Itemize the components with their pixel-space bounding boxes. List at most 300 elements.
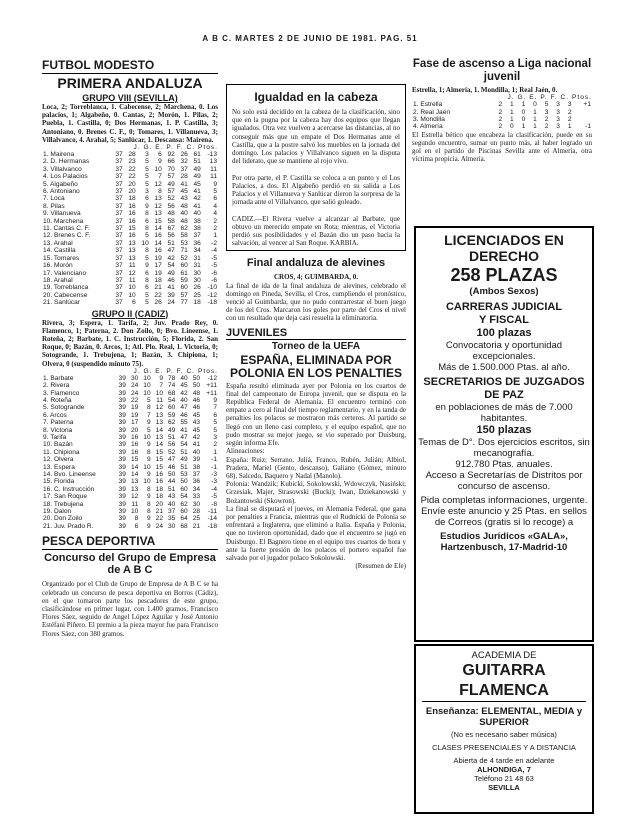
stat-cell: 2 <box>213 225 217 233</box>
ad-text: 912.780 Ptas. anuales. <box>455 459 553 470</box>
stat-cell: 50 <box>192 374 201 382</box>
stat-cell: 24 <box>155 522 163 530</box>
stat-cell: 16 <box>154 247 162 255</box>
stat-cell: 12 <box>128 269 136 277</box>
stat-cell: 20 <box>155 500 163 508</box>
table-row <box>42 277 218 284</box>
stat-cell: 10 <box>155 389 163 397</box>
team-name: 21. Sanlúcar <box>43 299 81 307</box>
stat-cell: 60 <box>180 508 188 516</box>
stat-cell: 15 <box>154 217 162 225</box>
stat-cell: 4 <box>213 202 217 210</box>
stat-cell: +1 <box>583 101 591 109</box>
team-name: 9. Villanueva <box>43 210 81 218</box>
stat-cell: 51 <box>168 434 176 442</box>
stat-cell: 8 <box>146 404 151 412</box>
stat-cell: 0 <box>521 116 526 124</box>
stat-cell: 37 <box>115 262 123 270</box>
ad-subhead: SECRETARIOS DE JUZGADOS DE PAZ <box>423 376 585 401</box>
stat-cell: 22 <box>128 165 136 173</box>
stat-cell: 1 <box>510 116 514 124</box>
stat-cell: 8 <box>145 225 149 233</box>
stat-cell: 49 <box>167 269 175 277</box>
stat-cell: 51 <box>168 485 176 493</box>
article-title: Concurso del Grupo de Empresa de A B C <box>44 552 216 577</box>
team-name: 12. Brenes C. F. <box>43 232 91 240</box>
stat-cell: 11 <box>210 173 217 181</box>
stat-cell: -18 <box>207 522 217 530</box>
stat-cell: 9 <box>146 419 151 427</box>
stat-cell: 9 <box>146 515 151 523</box>
stat-cell: 39 <box>118 493 126 501</box>
ad-text: Más de 1.500.000 Ptas. al año. <box>438 362 570 373</box>
stat-cell: 39 <box>118 485 126 493</box>
table-row <box>42 412 218 419</box>
stat-cell: 42 <box>193 195 201 203</box>
team-name: 15. Tomares <box>43 254 80 262</box>
stat-cell: 11 <box>128 262 136 270</box>
stat-cell: 53 <box>180 239 188 247</box>
stat-cell: 50 <box>180 478 188 486</box>
table-row <box>412 116 592 123</box>
stat-cell: 71 <box>180 247 188 255</box>
column-futbol-modesto <box>42 58 218 638</box>
stat-cell: 1 <box>213 232 217 240</box>
stat-cell: 19 <box>130 404 139 412</box>
stat-cell: 24 <box>167 299 175 307</box>
stat-cell: 37 <box>115 284 123 292</box>
stat-cell: 39 <box>118 463 126 471</box>
stat-cell: 54 <box>180 493 188 501</box>
stat-cell: 2 <box>567 116 572 124</box>
stat-cell: -8 <box>211 500 217 508</box>
stat-cell: 43 <box>180 195 188 203</box>
stat-cell: 15 <box>155 463 163 471</box>
stat-cell: 1 <box>533 116 537 124</box>
stat-cell: 38 <box>193 217 201 225</box>
table-row <box>42 456 218 463</box>
stat-cell: 49 <box>180 456 188 464</box>
table-row <box>42 284 218 291</box>
team-name: 16. C. Instrucción <box>43 485 95 493</box>
stat-cell: 40 <box>180 396 188 404</box>
stat-cell: 39 <box>118 441 126 449</box>
table-header: J. G. E. P. F. C. Ptos. <box>133 144 218 152</box>
team-name: 21. Juv. Prado R. <box>43 522 94 530</box>
stat-cell: 5 <box>145 299 149 307</box>
stat-cell: 5 <box>213 426 217 434</box>
stat-cell: 5 <box>213 419 217 427</box>
stat-cell: 16 <box>128 232 136 240</box>
stat-cell: 19 <box>130 411 139 419</box>
team-name: 5. Algabeño <box>43 180 78 188</box>
stat-cell: 2 <box>544 116 549 124</box>
stat-cell: 45 <box>193 180 201 188</box>
team-name: 3. Villalvanco <box>43 165 82 173</box>
stat-cell: 10 <box>143 374 151 382</box>
stat-cell: 3 <box>567 101 572 109</box>
stat-cell: 41 <box>180 180 188 188</box>
article-title: ESPAÑA, ELIMINADA POR POLONIA EN LOS PENALTIES <box>229 352 402 380</box>
table-row <box>42 434 218 441</box>
stat-cell: 41 <box>193 188 201 196</box>
ad-address: Hartzenbusch, 17-Madrid-10 <box>440 542 568 553</box>
stat-cell: -6 <box>211 269 217 277</box>
stat-cell: 8 <box>146 448 151 456</box>
stat-cell: 5 <box>145 254 149 262</box>
table-row <box>42 292 218 299</box>
stat-cell: 52 <box>180 254 188 262</box>
stat-cell: 8 <box>145 210 149 218</box>
standings-table <box>412 101 592 131</box>
stat-cell: 37 <box>115 188 123 196</box>
advertisement-guitarra <box>414 644 594 814</box>
stat-cell: 37 <box>115 173 123 181</box>
stat-cell: 49 <box>193 173 201 181</box>
team-name: 18. Arahal <box>43 276 73 284</box>
stat-cell: 30 <box>130 374 139 382</box>
team-name: 4. Roteña <box>43 396 72 404</box>
stat-cell: 5 <box>544 101 549 109</box>
team-name: 1. Mairena <box>43 151 75 159</box>
team-name: 19. Dalon <box>43 508 72 516</box>
stat-cell: 22 <box>155 515 163 523</box>
table-row <box>42 508 218 515</box>
article-body: Organizado por el Club de Grupo de Empresa de A B C se ha celebrado un concurso de pesca deportiva en Borros (Cádiz), en el que tomaron parte los pescadores de este grupo, clasificándose en primer lugar, con 1.400 gramos, Francisco Flores Sáez, seguido de Angel López Aguilar y José Antonio Estéfani Piñero. El premio a la pieza mayor fue para Francisco Flores Sáez, con 380 gramos. <box>42 580 218 638</box>
table-row <box>412 101 592 108</box>
stat-cell: 37 <box>115 254 123 262</box>
stat-cell: 3 <box>145 151 149 159</box>
stat-cell: 39 <box>118 500 126 508</box>
ad-address: ALHONDIGA, 7 <box>477 765 531 774</box>
stat-cell: 60 <box>180 262 188 270</box>
stat-cell: 37 <box>115 269 123 277</box>
ad-text: (Ambos Sexos) <box>469 286 539 297</box>
stat-cell: 15 <box>130 456 139 464</box>
table-row <box>42 225 218 232</box>
stat-cell: 39 <box>167 291 175 299</box>
stat-cell: 40 <box>180 374 188 382</box>
stat-cell: 6 <box>145 269 149 277</box>
stat-cell: 2 <box>567 108 572 116</box>
ad-subhead: 100 plazas <box>476 327 532 339</box>
table-row <box>42 404 218 411</box>
team-name: 3. Flamenco <box>43 389 80 397</box>
stat-cell: 5 <box>145 165 149 173</box>
stat-cell: 70 <box>167 165 175 173</box>
stat-cell: 38 <box>193 225 201 233</box>
stat-cell: 8 <box>158 188 162 196</box>
stat-cell: 7 <box>146 411 151 419</box>
article-title: PRIMERA ANDALUZA <box>57 75 203 91</box>
stat-cell: 57 <box>167 188 175 196</box>
table-row <box>42 375 218 382</box>
article-body: España resultó eliminada ayer por Polonia en los cuartos de final del campeonato de Europa juvenil, que se disputa en la República Federal de Alemania. El encuentro terminó con empate a cero al final del tiempo reglamentario, y en la tanda de penalties los polacos se mostraron más certeros. Al partido se llegó con un lleno casi completo, y el equipo español, que no pudo mostrar su mejor juego, se vio superado por Duisburg, según informa Efe. <box>226 381 406 448</box>
table-row <box>42 493 218 500</box>
results-text: Loca, 2; Torreblanca, 1. Cabecense, 2; Marchena, 0. Los palacios, 1; Algabeño, 0. Cantas, 2; Morón, 1. Pilas, 2; Puebla, 1. Castilla, 0; Dos Hermanas, 1. P. Castilla, 3; Antoniano, 0. Brenes C. F., 0; Tomares, 1. Villanueva, 3; Villalvanco, 4. Arahal, 5; Sanlúcar, 1. Descansa: Mairena. <box>42 103 218 144</box>
team-name: 8. Victoria <box>43 426 73 434</box>
stat-cell: -3 <box>211 471 217 479</box>
section-title: PESCA DEPORTIVA <box>42 534 218 550</box>
article-title: Igualdad en la cabeza <box>254 90 378 104</box>
stat-cell: 13 <box>154 195 162 203</box>
article-body: La final se disputará el jueves, en Alemania Federal, que gana por penalties a Francia, mientras que el Rudnicki de Polonia se enfrentará a Inglaterra, que eliminó a Italia. España y Polonia, que no tuvieron oportunidad, dado que el encuentro se jugó en Duisburgo. El Bagnero tiene en el equipo tres cuartos de hora y ante la fuerte presión de los polacos el portero español fue salvado por el jugador polaco Sokolowski. <box>226 504 406 562</box>
stat-cell: 42 <box>192 434 201 442</box>
table-row <box>42 210 218 217</box>
stat-cell: 39 <box>118 389 126 397</box>
team-name: 14. Bvo. Lineense <box>43 471 96 479</box>
stat-cell: 7 <box>213 404 217 412</box>
team-name: 11. Chipiona <box>43 448 80 456</box>
stat-cell: 2 <box>498 101 503 109</box>
stat-cell: 39 <box>118 478 126 486</box>
stat-cell: 39 <box>118 471 126 479</box>
team-name: 20. Cabecense <box>43 291 88 299</box>
stat-cell: 9 <box>146 456 151 464</box>
team-name: 11. Cantas C. F. <box>43 225 90 233</box>
stat-cell: 77 <box>180 299 188 307</box>
stat-cell: 45 <box>180 188 188 196</box>
stat-cell: 59 <box>180 276 188 284</box>
ad-text: Enseñanza: ELEMENTAL, MEDIA y SUPERIOR <box>425 706 583 728</box>
stat-cell: 5 <box>145 158 149 166</box>
section-title: FUTBOL MODESTO <box>42 58 218 74</box>
stat-cell: 41 <box>193 202 201 210</box>
stat-cell: 39 <box>118 411 126 419</box>
stat-cell: -1 <box>211 463 217 471</box>
stat-cell: 39 <box>118 419 126 427</box>
stat-cell: 56 <box>168 441 176 449</box>
stat-cell: -14 <box>207 515 217 523</box>
stat-cell: 8 <box>146 500 151 508</box>
stat-cell: 51 <box>180 463 188 471</box>
stat-cell: 39 <box>118 434 126 442</box>
table-row <box>42 181 218 188</box>
group-title: GRUPO VIII (SEVILLA) <box>82 93 178 103</box>
stat-cell: 20 <box>128 188 136 196</box>
table-row <box>42 270 218 277</box>
stat-cell: 17 <box>130 419 139 427</box>
stat-cell: 55 <box>180 419 188 427</box>
stat-cell: 37 <box>115 202 123 210</box>
stat-cell: 6 <box>145 284 149 292</box>
stat-cell: 48 <box>167 210 175 218</box>
stat-cell: 37 <box>115 158 123 166</box>
stat-cell: 30 <box>193 269 201 277</box>
results-text: Rivera, 3; Espera, 1. Tarifa, 2; Juv. Prado Rey, 0. Flamenco, 1; Paterna, 2. Don Zoilo, 0; Bvo. Lineense, 1. Roteña, 2; Barbate, 1. C. Instrucción, 5; Florida, 2. San Roque, 0; Bazán, 0. Arcos, 1; Atl. Plo. Real, 1. Victoria, 0; Sotogrande, 1. Trebujena, 1; Bazán, 3. Chipiona, 1; Olvera, 0 (suspendido minuto 75). <box>42 318 218 368</box>
stat-cell: 19 <box>154 269 162 277</box>
team-name: 6. Antoniano <box>43 188 80 196</box>
table-row <box>42 166 218 173</box>
table-row <box>42 151 218 158</box>
stat-cell: 6 <box>158 151 162 159</box>
stat-cell: 45 <box>192 411 201 419</box>
team-name: 17. San Roque <box>43 493 87 501</box>
advertisement-derecho <box>414 226 594 642</box>
stat-cell: 10 <box>141 239 149 247</box>
stat-cell: 33 <box>192 493 201 501</box>
table-row <box>42 218 218 225</box>
stat-cell: 59 <box>168 411 176 419</box>
stat-cell: 49 <box>168 426 176 434</box>
stat-cell: 37 <box>115 217 123 225</box>
stat-cell: 10 <box>154 165 162 173</box>
stat-cell: 14 <box>155 441 163 449</box>
table-row <box>42 471 218 478</box>
stat-cell: 10 <box>143 478 151 486</box>
table-row <box>42 232 218 239</box>
stat-cell: 39 <box>118 426 126 434</box>
stat-cell: 16 <box>128 210 136 218</box>
stat-cell: 39 <box>118 396 126 404</box>
table-row <box>42 240 218 247</box>
stat-cell: 8 <box>145 247 149 255</box>
stat-cell: 39 <box>118 456 126 464</box>
stat-cell: -3 <box>211 478 217 486</box>
stat-cell: 18 <box>154 276 162 284</box>
stat-cell: 5 <box>146 426 151 434</box>
stat-cell: 46 <box>167 276 175 284</box>
team-name: 13. Espera <box>43 463 75 471</box>
stat-cell: 13 <box>130 478 139 486</box>
standings-table <box>42 375 218 531</box>
ad-subhead: CARRERAS JUDICIAL <box>445 301 563 313</box>
table-row <box>42 486 218 493</box>
stat-cell: 26 <box>193 284 201 292</box>
stat-cell: 47 <box>168 456 176 464</box>
stat-cell: 30 <box>193 276 201 284</box>
table-row <box>42 515 218 522</box>
column-middle <box>226 80 406 570</box>
stat-cell: 58 <box>180 232 188 240</box>
table-row <box>412 109 592 116</box>
stat-cell: 12 <box>130 493 139 501</box>
stat-cell: 39 <box>192 456 201 464</box>
stat-cell: 9 <box>146 522 151 530</box>
stat-cell: 13 <box>128 239 136 247</box>
stat-cell: 40 <box>192 448 201 456</box>
framed-article <box>226 84 406 251</box>
stat-cell: 68 <box>180 522 188 530</box>
stat-cell: -10 <box>207 284 217 292</box>
stat-cell: 44 <box>168 478 176 486</box>
stat-cell: 48 <box>180 202 188 210</box>
stat-cell: 48 <box>180 217 188 225</box>
table-row <box>42 464 218 471</box>
stat-cell: -11 <box>207 508 217 516</box>
team-name: 14. Castilla <box>43 247 76 255</box>
stat-cell: 48 <box>192 389 201 397</box>
stat-cell: 1 <box>510 108 514 116</box>
stat-cell <box>573 116 592 123</box>
stat-cell: 61 <box>180 269 188 277</box>
section-title: JUVENILES <box>226 327 406 340</box>
stat-cell: 11 <box>131 500 139 508</box>
stat-cell: 15 <box>128 225 136 233</box>
stat-cell: 45 <box>180 382 188 390</box>
stat-cell: 47 <box>167 247 175 255</box>
team-name: 10. Marchena <box>43 217 84 225</box>
table-row <box>42 299 218 306</box>
stat-cell: 37 <box>115 165 123 173</box>
stat-cell: 21 <box>192 522 201 530</box>
stat-cell: 58 <box>167 217 175 225</box>
stat-cell: 39 <box>118 448 126 456</box>
team-name: 8. Pilas <box>43 202 65 210</box>
stat-cell: 16 <box>130 434 139 442</box>
team-name: 6. Arcos <box>43 411 67 419</box>
stat-cell: 5 <box>145 180 149 188</box>
stat-cell: 3 <box>145 188 149 196</box>
stat-cell: 37 <box>115 180 123 188</box>
stat-cell: 37 <box>180 165 188 173</box>
table-row <box>42 478 218 485</box>
stat-cell: 9 <box>213 180 217 188</box>
article-body: El Estrella bético que encabeza la clasificación, puede en su segundo encuentro, sumar un punto más, al haber logrado un gol en el partido de Piscinas Sevilla ante el Almería, otra víctima propicia. Almería. <box>412 130 592 164</box>
stat-cell: 12 <box>154 202 162 210</box>
stat-cell: 13 <box>155 434 163 442</box>
stat-cell: 10 <box>130 508 139 516</box>
stat-cell: 66 <box>167 158 175 166</box>
stat-cell: 5 <box>145 291 149 299</box>
stat-cell: 5 <box>145 232 149 240</box>
ad-headline: LICENCIADOS EN DERECHO <box>444 232 564 264</box>
stat-cell: 56 <box>167 202 175 210</box>
article-title: Fase de ascenso a Liga nacional juvenil <box>412 58 592 83</box>
stat-cell: 38 <box>192 463 201 471</box>
stat-cell: 10 <box>143 463 151 471</box>
stat-cell: 47 <box>180 404 188 412</box>
stat-cell: 37 <box>168 508 176 516</box>
stat-cell: 39 <box>118 522 126 530</box>
stat-cell: 16 <box>155 471 163 479</box>
table-row <box>42 397 218 404</box>
stat-cell: 0 <box>533 101 537 109</box>
stat-cell: 1 <box>510 101 514 109</box>
stat-cell: 47 <box>180 434 188 442</box>
stat-cell: 2 <box>498 123 503 131</box>
stat-cell: 10 <box>143 434 151 442</box>
table-row <box>42 382 218 389</box>
stat-cell: 37 <box>115 151 123 159</box>
stat-cell: 37 <box>115 210 123 218</box>
stat-cell: 26 <box>154 299 162 307</box>
stat-cell: 67 <box>167 225 175 233</box>
stat-cell: 43 <box>192 419 201 427</box>
stat-cell: 46 <box>192 404 201 412</box>
stat-cell: 64 <box>180 515 188 523</box>
stat-cell: 1 <box>521 101 526 109</box>
ad-headline: 258 PLAZAS <box>450 265 558 285</box>
stat-cell: 37 <box>115 239 123 247</box>
table-row <box>42 262 218 269</box>
team-name: 13. Arahal <box>43 239 73 247</box>
stat-cell: 8 <box>134 515 139 523</box>
column-right-top <box>412 56 592 222</box>
stat-cell: 32 <box>180 158 188 166</box>
stat-cell: 21 <box>154 284 162 292</box>
stat-cell: 21 <box>155 508 163 516</box>
article-body: España: Ruiz; Serrano, Juliá, Franco, Rubén, Julián; Albiol, Pradera, Mariel (Gento, descanso), Galiano (Gómez, minuto 68), Salcedo, Baquero y Nadal (Manolo). <box>226 455 406 480</box>
stat-cell: 16 <box>130 441 139 449</box>
team-name: 15. Florida <box>43 478 75 486</box>
stat-cell: 40 <box>193 210 201 218</box>
stat-cell: 10 <box>128 284 136 292</box>
team-name: 10. Bazán <box>43 441 73 449</box>
stat-cell: 8 <box>146 508 151 516</box>
stat-cell: 39 <box>118 382 126 390</box>
stat-cell: 15 <box>155 448 163 456</box>
